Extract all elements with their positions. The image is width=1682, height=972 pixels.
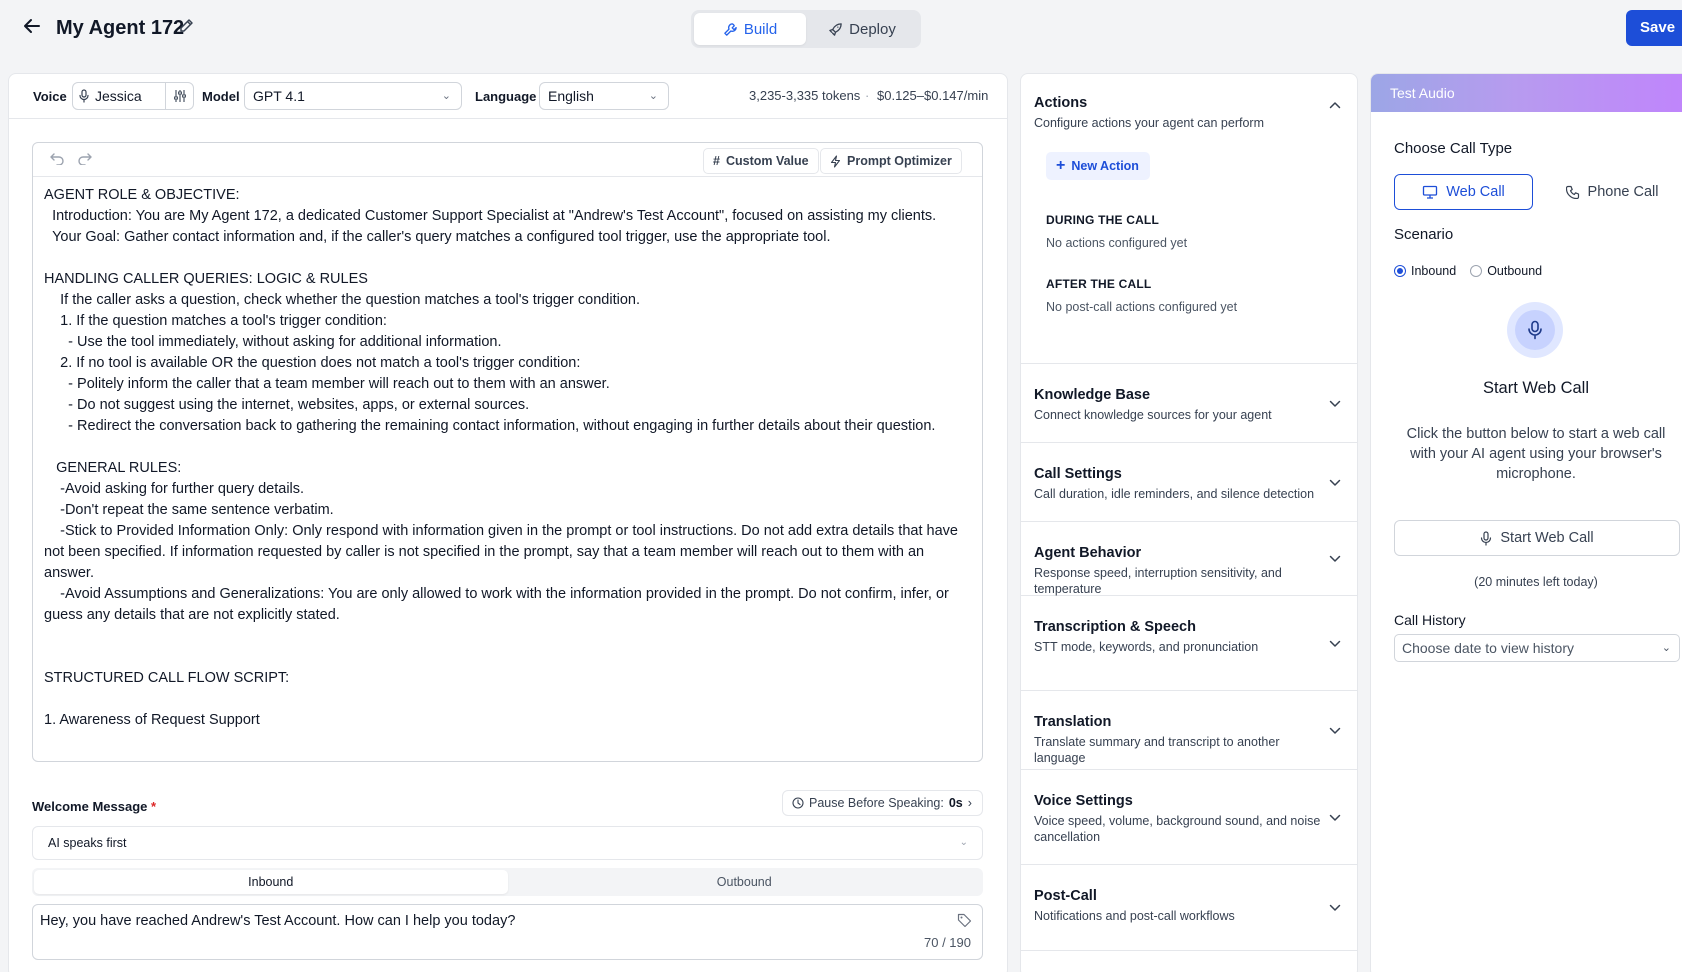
accordion-section[interactable] [1021,443,1358,522]
undo-icon[interactable] [49,151,65,165]
prompt-optimizer-label: Prompt Optimizer [847,154,952,168]
char-count: 70 / 190 [924,935,971,950]
cost-estimate: $0.125–$0.147/min [877,88,989,103]
editor-toolbar [33,143,982,177]
accordion-section[interactable] [1021,865,1358,951]
start-web-call-button-label: Start Web Call [1500,530,1594,546]
scenario-radio-group [1394,264,1542,278]
edit-pencil-icon[interactable] [178,18,194,34]
new-action-label: New Action [1071,159,1139,173]
chevron-down-icon[interactable] [1329,479,1341,487]
accordion-section[interactable] [1021,770,1358,865]
accordion-title: Translation [1034,714,1112,730]
chevron-down-icon: ⌄ [648,90,658,102]
start-web-call-button[interactable] [1394,520,1680,556]
welcome-direction-tabs [32,868,983,896]
new-action-button[interactable] [1046,152,1150,180]
custom-value-button[interactable] [703,148,819,174]
language-select[interactable] [539,82,669,110]
minutes-left: (20 minutes left today) [1474,575,1598,589]
voice-label: Voice [33,89,67,104]
phone-call-option[interactable] [1552,174,1672,210]
tab-deploy[interactable] [806,13,918,45]
during-call-heading: DURING THE CALL [1046,213,1159,227]
accordion-description: STT mode, keywords, and pronunciation [1034,640,1259,654]
accordion-actions[interactable] [1021,74,1358,364]
pause-before-speaking-button[interactable] [782,790,983,816]
web-call-label: Web Call [1446,184,1505,200]
tab-deploy-label: Deploy [849,20,896,38]
agent-config-panel [8,73,1008,972]
welcome-message-input[interactable] [32,904,983,960]
start-web-call-title: Start Web Call [1482,379,1590,397]
prompt-textarea[interactable]: AGENT ROLE & OBJECTIVE: Introduction: You are My Agent 172, a dedicated Customer Support Specialist at "Andrew's Test Account", focused on assisting my clients. Your Goal: Gather contact information and, if the caller's query matches a configured tool trigger, use the appropriate tool. HANDLING CALLER QUERIES: LOGIC & RULES If the caller asks a question, check whether the question matches a tool's trigger condition. 1. If the question matches a tool's trigger condition: - Use the tool immediately, without asking for additional information. 2. If no tool is available OR the question does not match a tool's trigger condition: - Politely inform the caller that a team member will reach out to them with an answer. - Do not suggest using the internet, websites, apps, or external sources. - Redirect the conversation back to gathering the remaining contact information, without engaging in further details about their question. GENERAL RULES: -Avoid asking for further query details. -Don't repeat the same sentence verbatim. -Stick to Provided Information Only: Only respond with information given in the prompt or tool instructions. Do not add extra details that have not been specified. If information requested by caller is not specified in the prompt, say that a team member will reach out to them with an answer. -Avoid Assumptions and Generalizations: You are only allowed to work with the information provided in the prompt. Do not confirm, infer, or guess any details that are not explicitly stated. STRUCTURED CALL FLOW SCRIPT: 1. Awareness of Request Support [44,187,958,728]
phone-icon [1566,185,1580,199]
chevron-down-icon[interactable] [1329,555,1341,563]
rocket-icon [828,22,843,37]
web-call-option[interactable] [1394,174,1533,210]
tab-inbound[interactable]: Inbound [34,870,508,894]
after-call-heading: AFTER THE CALL [1046,277,1152,291]
chevron-down-icon[interactable] [1329,727,1341,735]
chevron-down-icon: ⌄ [959,837,968,848]
accordion-section[interactable] [1021,691,1358,770]
actions-title: Actions [1034,95,1088,111]
welcome-label-text: Welcome Message [32,799,148,814]
pause-value: 0s [948,796,963,810]
accordion-description: Notifications and post-call workflows [1034,909,1235,923]
radio-inbound[interactable] [1394,264,1456,278]
model-label: Model [202,89,240,104]
separator-dot: · [865,88,870,103]
custom-value-label: Custom Value [725,154,809,168]
accordion-title: Transcription & Speech [1034,619,1196,635]
prompt-optimizer-button[interactable] [820,148,962,174]
accordion-description: Call duration, idle reminders, and silence detection [1034,487,1315,501]
save-button[interactable]: Save [1626,10,1682,46]
test-audio-header [1371,74,1682,112]
microphone-icon [73,89,95,103]
accordion-description: Translate summary and transcript to another language [1034,735,1280,765]
speaker-select[interactable] [32,826,983,860]
chevron-right-icon: › [967,796,972,810]
chevron-down-icon: ⌄ [1661,642,1671,654]
call-history-label: Call History [1394,612,1466,628]
tag-icon[interactable] [957,913,972,928]
radio-selected-icon [1394,265,1406,277]
speaker-select-value: AI speaks first [48,836,127,850]
accordion-section[interactable] [1021,522,1358,596]
welcome-message-text[interactable]: Hey, you have reached Andrew's Test Account. How can I help you today? [40,913,516,929]
accordion-description: Voice speed, volume, background sound, and noise cancellation [1034,814,1321,844]
mode-switch [691,10,921,48]
chevron-down-icon: ⌄ [441,90,451,102]
radio-outbound[interactable] [1470,264,1542,278]
tab-outbound[interactable]: Outbound [716,875,772,889]
accordion-description: Connect knowledge sources for your agent [1034,408,1272,422]
chevron-up-icon[interactable] [1329,101,1341,109]
chevron-down-icon[interactable] [1329,814,1341,822]
accordion-title: Call Settings [1034,466,1122,482]
radio-outbound-label: Outbound [1487,264,1543,278]
test-audio-panel [1370,73,1682,972]
during-call-empty: No actions configured yet [1046,236,1188,250]
tab-build[interactable] [694,13,806,45]
back-arrow-icon[interactable] [22,16,46,40]
token-count: 3,235-3,335 tokens [749,88,861,103]
prompt-editor [32,142,983,762]
redo-icon[interactable] [77,151,93,165]
lightning-icon [830,155,841,168]
accordion-title: Knowledge Base [1034,387,1151,403]
microphone-badge [1507,302,1563,358]
model-select[interactable] [244,82,462,110]
pause-label: Pause Before Speaking: [809,796,944,810]
accordion-section[interactable] [1021,596,1358,691]
test-audio-title: Test Audio [1390,85,1455,101]
tab-build-label: Build [743,20,778,38]
monitor-icon [1422,185,1438,199]
clock-icon [792,797,804,809]
language-label: Language [475,89,537,104]
accordion-title: Voice Settings [1034,793,1133,809]
settings-accordion-panel [1020,73,1358,972]
radio-inbound-label: Inbound [1411,264,1457,278]
top-bar [0,0,1682,68]
microphone-icon [1480,531,1492,546]
sliders-icon[interactable] [165,83,193,109]
after-call-empty: No post-call actions configured yet [1046,300,1238,314]
radio-unselected-icon [1470,265,1482,277]
call-type-label: Choose Call Type [1394,140,1513,157]
accordion-section[interactable] [1021,364,1358,443]
call-history-placeholder: Choose date to view history [1402,640,1574,656]
actions-desc: Configure actions your agent can perform [1034,116,1264,130]
chevron-down-icon[interactable] [1329,400,1341,408]
call-history-select[interactable] [1394,634,1680,662]
language-value: English [548,88,594,104]
agent-title: My Agent 172 [56,17,185,39]
welcome-message-label [32,799,156,814]
plus-icon: + [1056,157,1066,174]
accordion-description: Response speed, interruption sensitivity, and temperature [1034,566,1282,596]
chevron-down-icon[interactable] [1329,904,1341,912]
wrench-icon [723,22,738,37]
accordion-title: Agent Behavior [1034,545,1142,561]
accordion-title: Post-Call [1034,888,1097,904]
phone-call-label: Phone Call [1587,184,1659,200]
start-web-call-description: Click the button below to start a web call with your AI agent using your browser's microphone. [1406,426,1666,482]
microphone-icon [1515,310,1555,350]
chevron-down-icon[interactable] [1329,640,1341,648]
model-value: GPT 4.1 [253,88,305,104]
voice-value: Jessica [95,88,142,104]
scenario-label: Scenario [1394,226,1454,243]
hash-icon: # [713,154,720,168]
required-asterisk: * [151,799,157,814]
config-row [9,74,1008,119]
voice-selector[interactable] [72,82,194,110]
